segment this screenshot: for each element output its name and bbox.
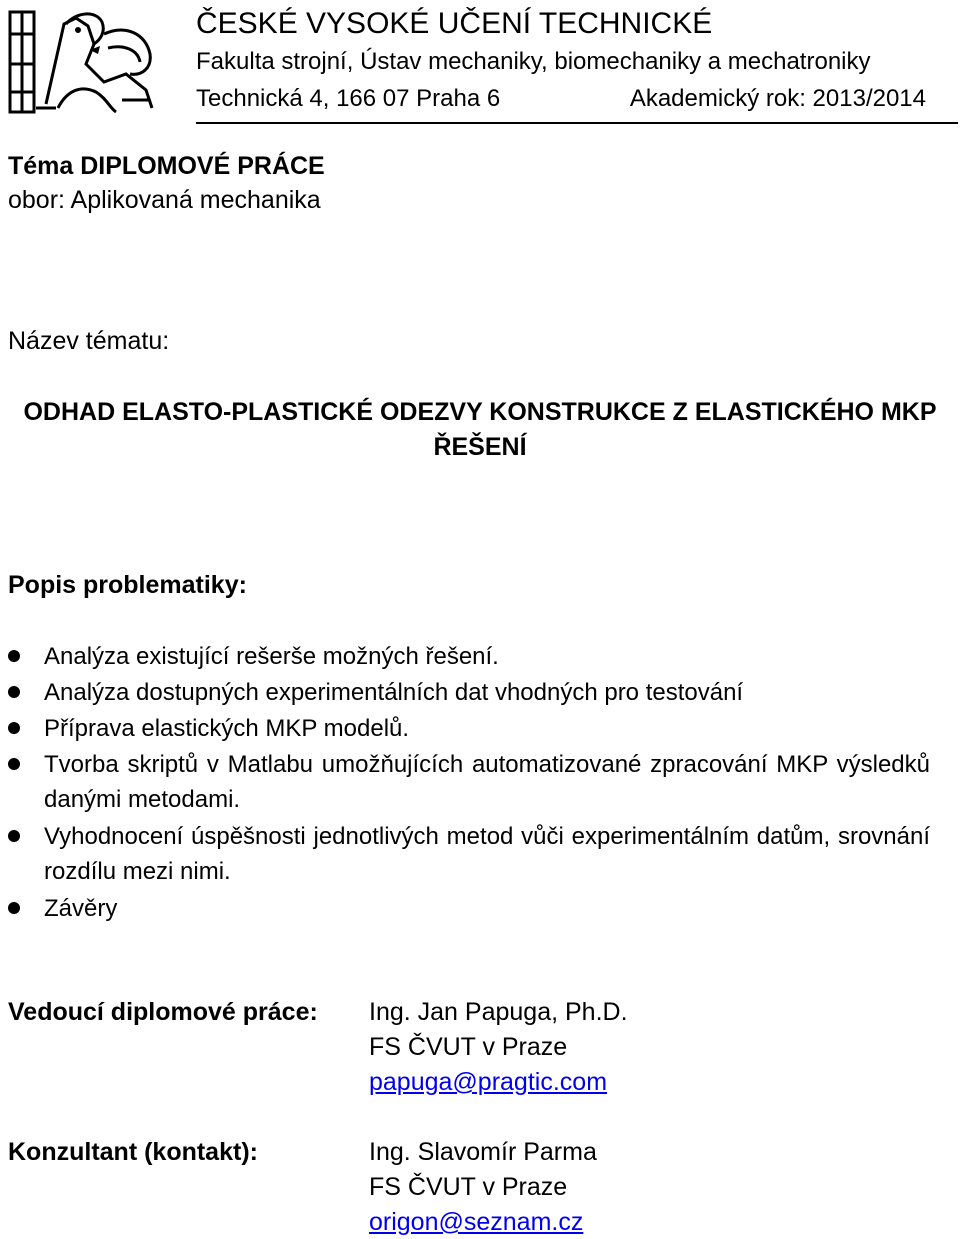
faculty-name: Fakulta strojní, Ústav mechaniky, biomechaniky a mechatroniky xyxy=(196,48,871,75)
list-item: Vyhodnocení úspěšnosti jednotlivých metod vůči experimentálním datům, srovnání rozdílu mezi nimi. xyxy=(44,823,930,885)
academic-year: Akademický rok: 2013/2014 xyxy=(629,85,926,112)
consultant-email-link[interactable]: origon@seznam.cz xyxy=(369,1208,584,1236)
supervisor-email-link[interactable]: papuga@pragtic.com xyxy=(369,1068,608,1096)
bullet-icon xyxy=(8,902,20,914)
bullet-icon xyxy=(8,650,20,662)
list-item: Příprava elastických MKP modelů. xyxy=(44,715,410,742)
description-heading: Popis problematiky: xyxy=(8,571,247,599)
topic-heading: Téma DIPLOMOVÉ PRÁCE xyxy=(8,152,325,180)
bullet-icon xyxy=(8,686,20,698)
list-item: Analýza existující rešerše možných řešení. xyxy=(44,643,499,670)
consultant-org: FS ČVUT v Praze xyxy=(369,1173,568,1201)
thesis-title-line1: ODHAD ELASTO-PLASTICKÉ ODEZVY KONSTRUKCE Z ELASTICKÉHO MKP xyxy=(23,398,937,426)
supervisor-org: FS ČVUT v Praze xyxy=(369,1033,568,1061)
bullet-icon xyxy=(8,758,20,770)
title-label: Název tématu: xyxy=(8,327,170,355)
consultant-name: Ing. Slavomír Parma xyxy=(369,1138,597,1166)
supervisor-name: Ing. Jan Papuga, Ph.D. xyxy=(369,998,628,1026)
thesis-title-line2: ŘEŠENÍ xyxy=(433,433,527,461)
bullet-icon xyxy=(8,722,20,734)
supervisor-label: Vedoucí diplomové práce: xyxy=(8,998,318,1026)
cvut-lion-crest-icon xyxy=(6,4,156,116)
consultant-label: Konzultant (kontakt): xyxy=(8,1138,258,1166)
institution-name: ČESKÉ VYSOKÉ UČENÍ TECHNICKÉ xyxy=(196,7,713,40)
header-divider xyxy=(196,122,958,124)
bullet-icon xyxy=(8,830,20,842)
list-item: Tvorba skriptů v Matlabu umožňujících automatizované zpracování MKP výsledků danými metodami. xyxy=(44,751,930,813)
list-item: Závěry xyxy=(44,895,118,922)
list-item: Analýza dostupných experimentálních dat vhodných pro testování xyxy=(44,679,744,706)
address: Technická 4, 166 07 Praha 6 xyxy=(196,85,501,112)
field-of-study: obor: Aplikovaná mechanika xyxy=(8,186,321,214)
